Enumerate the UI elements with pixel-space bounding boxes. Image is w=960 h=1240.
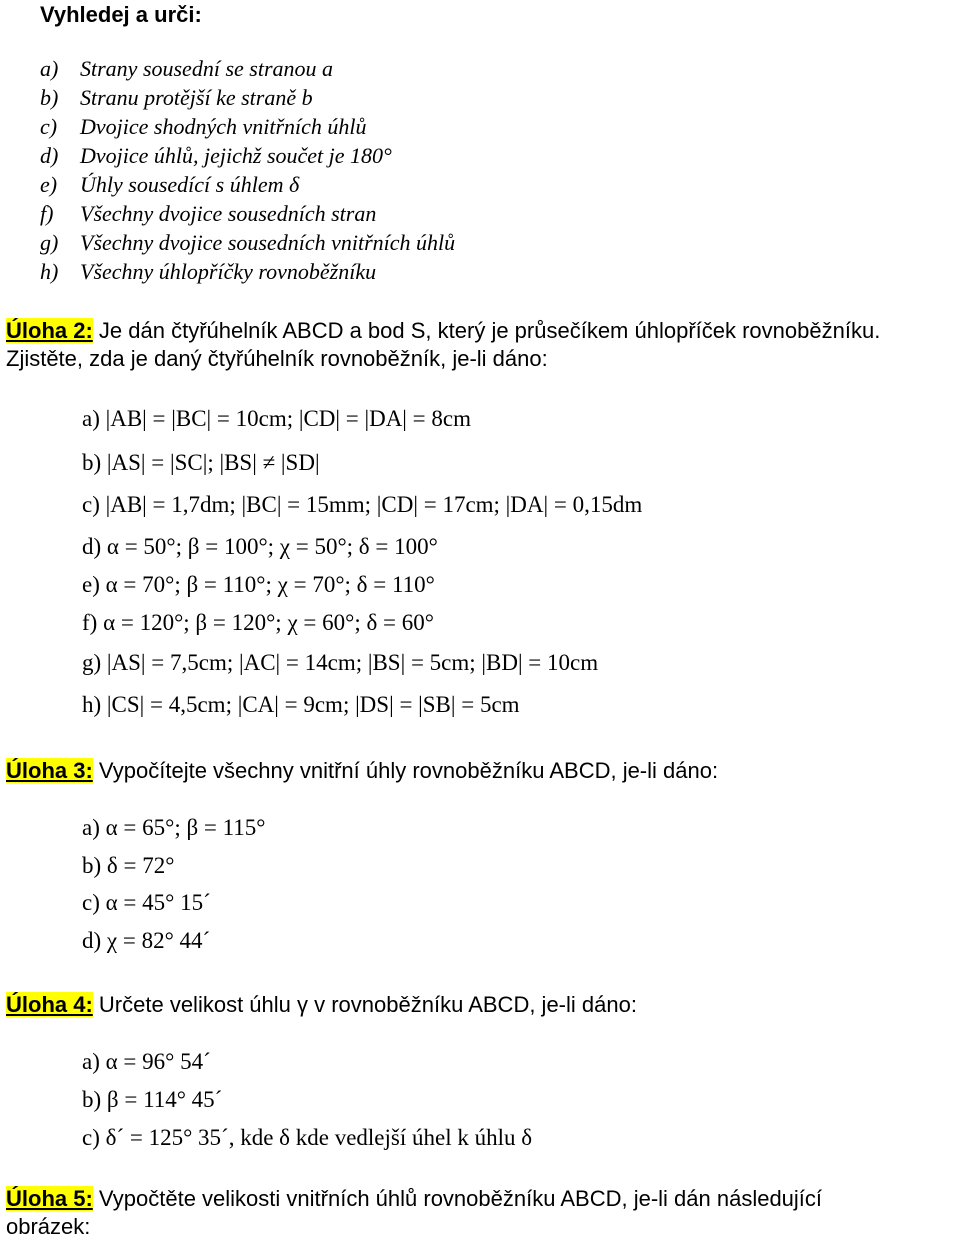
task-letter: a): [40, 56, 59, 81]
uloha2-line1: [6, 318, 880, 344]
uloha3-item: b) δ = 72°: [82, 853, 175, 878]
task-text: Stranu protější ke straně b: [80, 85, 313, 110]
uloha3-label: Úloha 3:: [6, 758, 93, 783]
uloha2-item: c) |AB| = 1,7dm; |BC| = 15mm; |CD| = 17cm; |DA| = 0,15dm: [82, 492, 643, 517]
task-item: [40, 201, 376, 227]
task-text: Všechny úhlopříčky rovnoběžníku: [80, 259, 377, 284]
uloha5-text-line1: Vypočtěte velikosti vnitřních úhlů rovnoběžníku ABCD, je-li dán následující: [92, 1186, 823, 1211]
task-text: Strany sousední se stranou a: [80, 56, 333, 81]
task-letter: f): [40, 201, 54, 226]
uloha4-label: Úloha 4:: [6, 992, 93, 1017]
task-text: Všechny dvojice sousedních stran: [80, 201, 377, 226]
uloha4-item: b) β = 114° 45´: [82, 1087, 223, 1112]
task-item: [40, 56, 333, 82]
uloha4-line: [6, 992, 637, 1018]
uloha2-item: e) α = 70°; β = 110°; χ = 70°; δ = 110°: [82, 572, 435, 597]
uloha5-label: Úloha 5:: [6, 1186, 93, 1211]
uloha2-item: h) |CS| = 4,5cm; |CA| = 9cm; |DS| = |SB| = 5cm: [82, 692, 520, 717]
uloha3-item: a) α = 65°; β = 115°: [82, 815, 266, 840]
task-item: [40, 172, 299, 198]
task-text: Úhly sousedící s úhlem δ: [80, 172, 300, 197]
uloha2-item: f) α = 120°; β = 120°; χ = 60°; δ = 60°: [82, 610, 434, 635]
task-item: [40, 259, 376, 285]
uloha3-line: [6, 758, 718, 784]
task-item: [40, 85, 313, 111]
task-letter: g): [40, 230, 59, 255]
task-text: Všechny dvojice sousedních vnitřních úhlů: [80, 230, 456, 255]
task-item: [40, 114, 367, 140]
page-heading: Vyhledej a urči:: [40, 2, 202, 27]
uloha2-item: g) |AS| = 7,5cm; |AC| = 14cm; |BS| = 5cm; |BD| = 10cm: [82, 650, 599, 675]
task-letter: c): [40, 114, 58, 139]
uloha4-text: Určete velikost úhlu γ v rovnoběžníku ABCD, je-li dáno:: [92, 992, 637, 1017]
task-letter: b): [40, 85, 59, 110]
uloha2-label: Úloha 2:: [6, 318, 93, 343]
uloha4-item: a) α = 96° 54´: [82, 1049, 211, 1074]
task-item: [40, 230, 455, 256]
uloha3-text: Vypočítejte všechny vnitřní úhly rovnoběžníku ABCD, je-li dáno:: [92, 758, 719, 783]
uloha5-text-line2: obrázek:: [6, 1214, 91, 1239]
uloha3-item: d) χ = 82° 44´: [82, 928, 211, 953]
uloha5-line1: [6, 1186, 822, 1212]
uloha2-item: a) |AB| = |BC| = 10cm; |CD| = |DA| = 8cm: [82, 406, 471, 431]
uloha2-item: d) α = 50°; β = 100°; χ = 50°; δ = 100°: [82, 534, 438, 559]
uloha2-text-line2: Zjistěte, zda je daný čtyřúhelník rovnoběžník, je-li dáno:: [6, 346, 548, 371]
task-text: Dvojice shodných vnitřních úhlů: [80, 114, 367, 139]
uloha4-item: c) δ´ = 125° 35´, kde δ kde vedlejší úhel k úhlu δ: [82, 1125, 533, 1150]
task-text: Dvojice úhlů, jejichž součet je 180°: [80, 143, 392, 168]
uloha2-text-line1: Je dán čtyřúhelník ABCD a bod S, který je průsečíkem úhlopříček rovnoběžníku.: [92, 318, 881, 343]
uloha2-item: b) |AS| = |SC|; |BS| ≠ |SD|: [82, 450, 320, 475]
task-item: [40, 143, 392, 169]
uloha3-item: c) α = 45° 15´: [82, 890, 211, 915]
task-letter: e): [40, 172, 58, 197]
task-letter: d): [40, 143, 59, 168]
task-letter: h): [40, 259, 59, 284]
